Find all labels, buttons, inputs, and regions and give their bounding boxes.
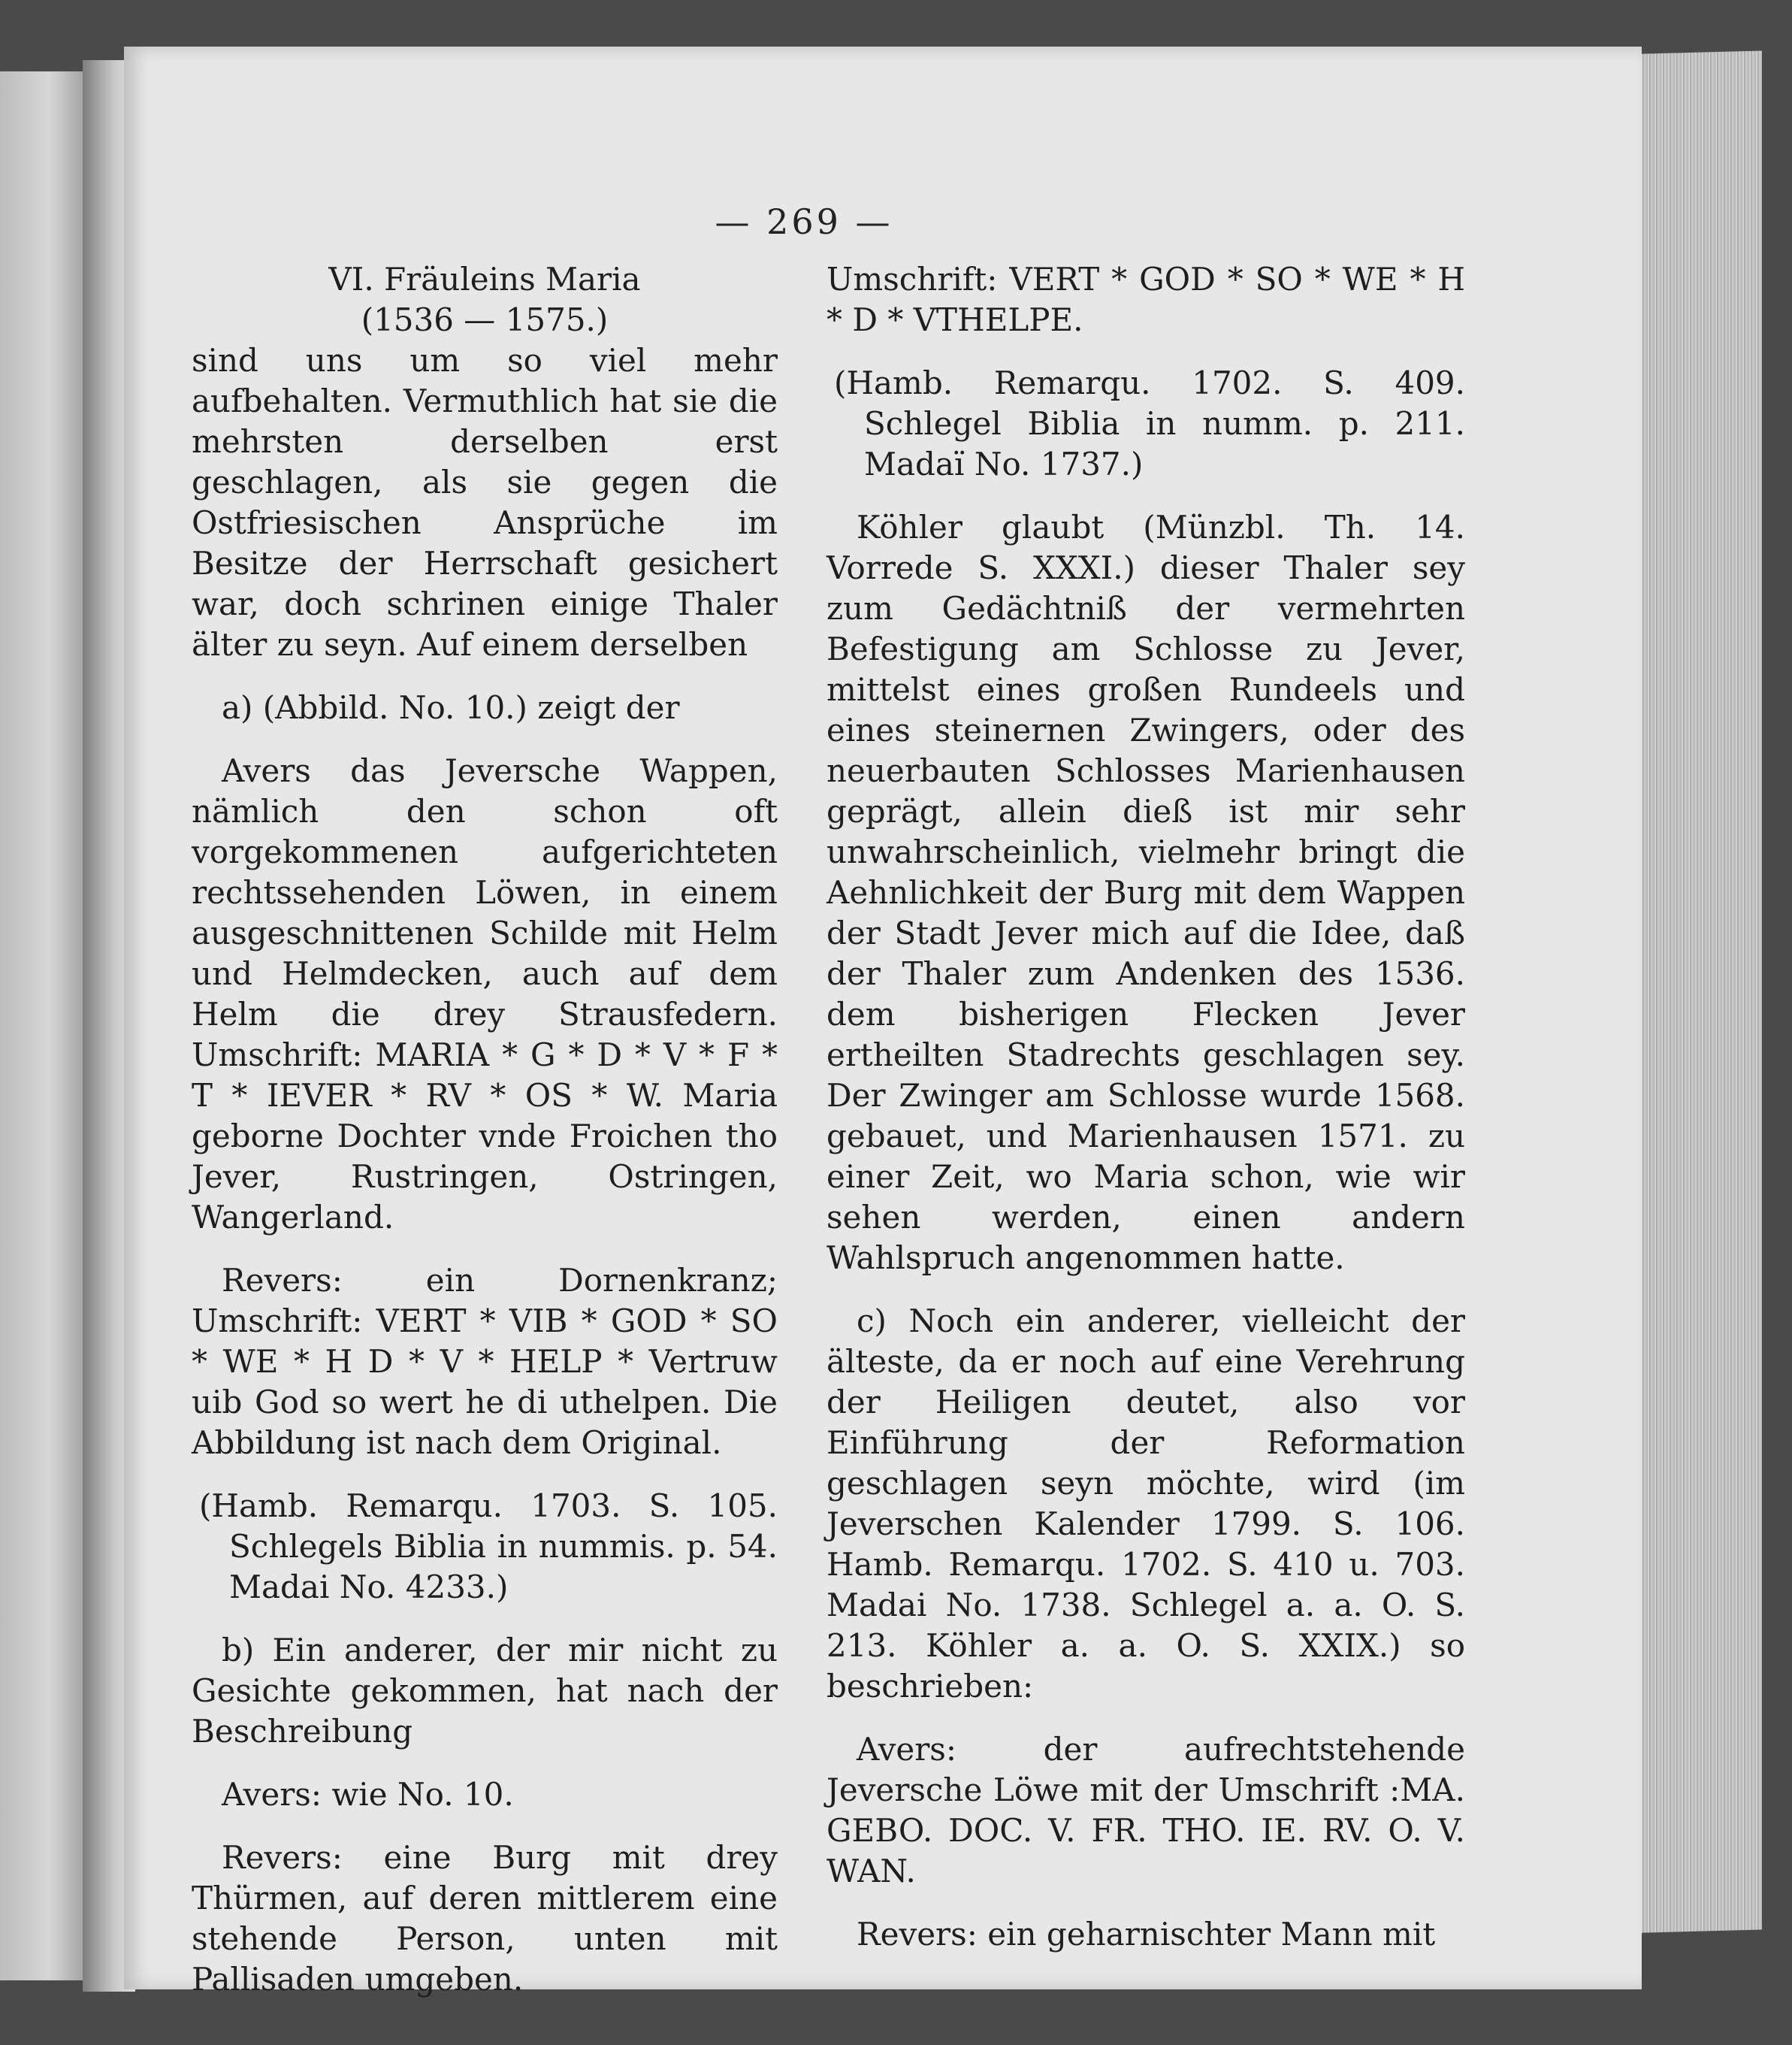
- paragraph-gap: [192, 1238, 778, 1260]
- paragraph-gap: [826, 485, 1465, 507]
- paragraph-gap: [192, 728, 778, 751]
- text-paragraph: b) Ein anderer, der mir nicht zu Gesichte gekommen, hat nach der Beschreibung: [192, 1632, 778, 1750]
- text-paragraph: Avers: der aufrechtstehende Jeversche Löwe mit der Umschrift :MA. GEBO. DOC. V. FR. THO. IE. RV. O. V. WAN.: [826, 1731, 1465, 1889]
- page-number: — 269 —: [715, 201, 893, 242]
- right-column: [826, 259, 1465, 1955]
- paragraph-gap: [826, 1707, 1465, 1729]
- text-paragraph: sind uns um so viel mehr aufbehalten. Vermuthlich hat sie die mehrsten derselben erst geschlagen, als sie gegen die Ostfriesischen Ansprüche im Besitze der Herrschaft gesichert war, doch schrinen einige Thaler älter zu seyn. Auf einem derselben: [192, 342, 778, 663]
- paragraph-gap: [826, 1892, 1465, 1914]
- text-paragraph: Revers: ein geharnischter Mann mit: [857, 1916, 1436, 1953]
- section-title: (1536 — 1575.): [361, 301, 609, 338]
- paragraph-gap: [192, 1815, 778, 1838]
- paragraph-gap: [826, 340, 1465, 363]
- reference-paragraph: (Hamb. Remarqu. 1703. S. 105. Schlegels Biblia in nummis. p. 54. Madai No. 4233.): [199, 1487, 778, 1605]
- paragraph-gap: [826, 1278, 1465, 1301]
- left-page-edge: [0, 71, 90, 1980]
- left-column: [192, 259, 778, 2000]
- text-paragraph: a) (Abbild. No. 10.) zeigt der: [222, 689, 680, 726]
- text-paragraph: c) Noch ein anderer, vielleicht der älteste, da er noch auf eine Verehrung der Heiligen deutet, also vor Einführung der Reformation geschlagen seyn möchte, wird (im Jeverschen Kalender 1799. S. 106. Hamb. Remarqu. 1702. S. 410 u. 703. Madai No. 1738. Schlegel a. a. O. S. 213. Köhler a. a. O. S. XXIX.) so beschrieben:: [826, 1302, 1465, 1705]
- paragraph-gap: [192, 665, 778, 688]
- text-paragraph: Umschrift: VERT * GOD * SO * WE * H * D * VTHELPE.: [826, 261, 1465, 338]
- paragraph-gap: [192, 1463, 778, 1486]
- text-paragraph: Avers das Jeversche Wappen, nämlich den schon oft vorgekommenen aufgerichteten rechtssehenden Löwen, in einem ausgeschnittenen Schilde mit Helm und Helmdecken, auch auf dem Helm die drey Strausfedern. Umschrift: MARIA * G * D * V * F * T * IEVER * RV * OS * W. Maria geborne Dochter vnde Froichen tho Jever, Rustringen, Ostringen, Wangerland.: [192, 752, 778, 1236]
- text-paragraph: Revers: eine Burg mit drey Thürmen, auf deren mittlerem eine stehende Person, unten mit Pallisaden umgeben.: [192, 1839, 778, 1998]
- text-paragraph: Köhler glaubt (Münzbl. Th. 14. Vorrede S. XXXI.) dieser Thaler sey zum Gedächtniß der vermehrten Befestigung am Schlosse zu Jever, mittelst eines großen Rundeels und eines steinernen Zwingers, oder des neuerbauten Schlosses Marienhausen geprägt, allein dieß ist mir sehr unwahrscheinlich, vielmehr bringt die Aehnlichkeit der Burg mit dem Wappen der Stadt Jever mich auf die Idee, daß der Thaler zum Andenken des 1536. dem bisherigen Flecken Jever ertheilten Stadrechts geschlagen sey. Der Zwinger am Schlosse wurde 1568. gebauet, und Marienhausen 1571. zu einer Zeit, wo Maria schon, wie wir sehen werden, einen andern Wahlspruch angenommen hatte.: [826, 509, 1465, 1276]
- text-paragraph: Revers: ein Dornenkranz; Umschrift: VERT * VIB * GOD * SO * WE * H D * V * HELP * Vertruw uib God so wert he di uthelpen. Die Abbildung ist nach dem Original.: [192, 1262, 778, 1461]
- reference-paragraph: (Hamb. Remarqu. 1702. S. 409. Schlegel Biblia in numm. p. 211. Madaï No. 1737.): [834, 365, 1465, 483]
- paragraph-gap: [192, 1608, 778, 1630]
- section-title: VI. Fräuleins Maria: [328, 261, 641, 298]
- text-paragraph: Avers: wie No. 10.: [222, 1776, 514, 1813]
- paragraph-gap: [192, 1752, 778, 1774]
